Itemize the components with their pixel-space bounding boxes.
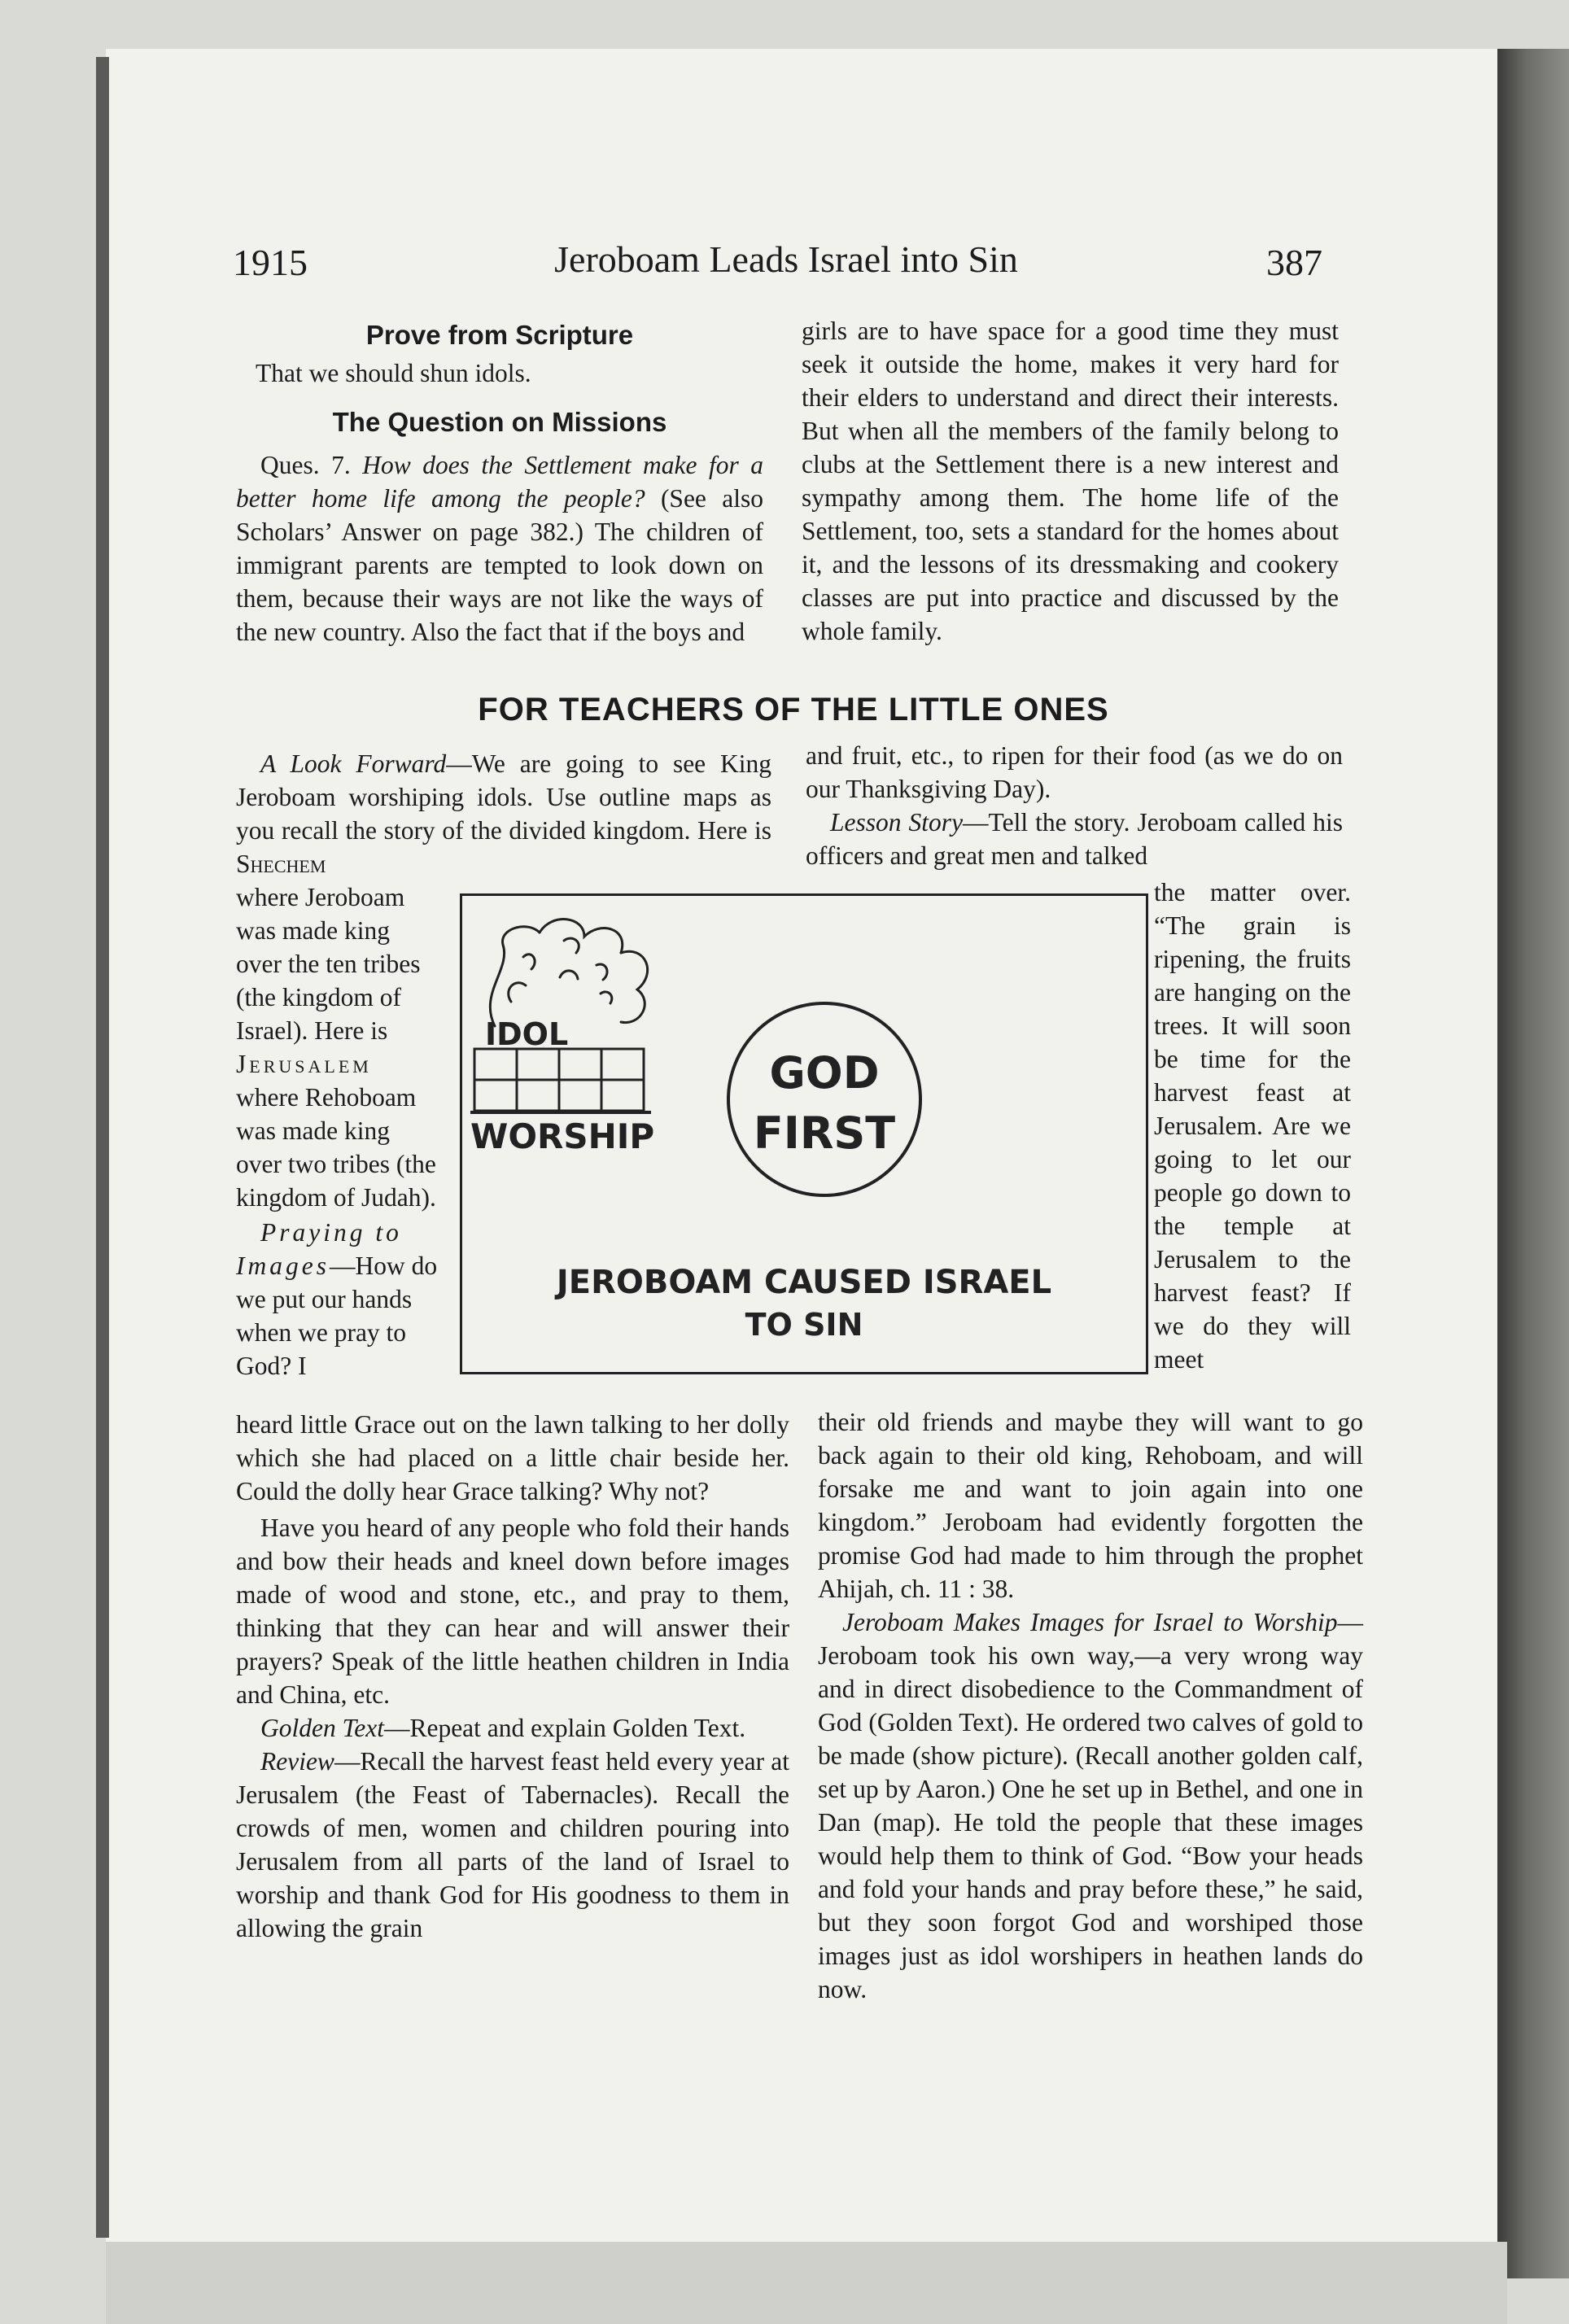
prove-heading: Prove from Scripture — [365, 320, 634, 350]
wrap-a-text: where Jeroboam was made king over the ten tribes (the kingdom of Israel). Here is — [236, 883, 421, 1045]
review-label: Review — [260, 1747, 334, 1776]
page-left-edge — [96, 57, 109, 2238]
missions-heading: The Question on Missions — [332, 407, 667, 437]
fruit-text: and fruit, etc., to ripen for their food (as we do on our Thanksgiving Day). — [806, 741, 1343, 803]
idol-altar-icon — [470, 1049, 651, 1112]
look-forward-intro — [236, 747, 771, 880]
missions-paragraph — [236, 448, 763, 649]
jerusalem-word: Jerusalem — [236, 1050, 372, 1078]
lesson-story-paragraph — [806, 806, 1343, 872]
look-forward-text: —We are going to see King Jeroboam worshiping idols. Use outline maps as you recall the story of the divided kingdom. Here is — [236, 749, 771, 845]
caption-line-1: JEROBOAM CAUSED ISRAEL — [556, 1264, 1052, 1301]
question-italic: How does the Settlement make for a better home life among the people? — [236, 451, 763, 513]
praying-text: —How do we put our hands when we pray to God? I — [236, 1252, 438, 1380]
look-forward-paragraph — [236, 747, 771, 880]
left-wrap-column — [236, 880, 439, 1383]
golden-text-body: —Repeat and explain Golden Text. — [383, 1714, 746, 1742]
prove-text: That we should shun idols. — [256, 359, 531, 387]
right-column-intro — [806, 739, 1343, 872]
idol-label: IDOL — [485, 1016, 569, 1052]
images-paragraph — [818, 1605, 1363, 2006]
heathen-paragraph: Have you heard of any people who fold their hands and bow their heads and kneel down before images made of wood and stone, etc., and pray to them, thinking that they can hear and will answer their prayers? Speak of the little heathen children in India and China, etc. — [236, 1514, 789, 1709]
left-column-top — [236, 314, 763, 649]
page-title: Jeroboam Leads Israel into Sin — [554, 238, 1018, 280]
images-label: Jeroboam Makes Images for Israel to Worship — [842, 1608, 1338, 1636]
right-wrap-text: the matter over. “The grain is ripening, the fruits are hanging on the trees. It will soon be time for the harvest feast at Jerusalem. Are we going to let our people go down to the temple at Jerusalem to the harvest feast? If we do they will meet — [1154, 878, 1351, 1374]
right-wrap-column — [1154, 876, 1351, 1376]
god-label: GOD — [769, 1047, 880, 1099]
question-label: Ques. 7. — [260, 451, 351, 479]
page-number: 387 — [1266, 242, 1322, 283]
left-wrap-paragraph — [236, 880, 439, 1214]
book-spine-edge — [1497, 49, 1569, 2278]
blackboard-drawing — [462, 896, 1146, 1372]
smoke-icon — [490, 920, 647, 1026]
praying-paragraph — [236, 1216, 439, 1383]
page-year: 1915 — [233, 242, 308, 283]
golden-text-label: Golden Text — [260, 1714, 384, 1742]
god-first-circle — [728, 1003, 920, 1195]
right-column-bottom — [818, 1405, 1363, 2006]
caption-line-2: TO SIN — [745, 1307, 863, 1343]
section-heading: FOR TEACHERS OF THE LITTLE ONES — [478, 692, 1109, 727]
golden-text-paragraph — [236, 1711, 789, 1745]
settlement-continuation: girls are to have space for a good time they must seek it outside the home, makes it very hard for their elders to understand and direct their interests. But when all the members of the family belong to clubs at the Settlement there is a new interest and sympathy among them. The home life of the Settlement, too, sets a standard for the homes about it, and the lessons of its dressmaking and cookery classes are put into practice and discussed by the whole family. — [802, 317, 1339, 645]
look-forward-label: A Look Forward — [260, 749, 447, 778]
left-column-bottom — [236, 1408, 789, 1945]
right-column-top — [802, 314, 1339, 648]
praying-continuation: heard little Grace out on the lawn talking to her dolly which she had placed on a little chair beside her. Could the dolly hear Grace talking? Why not? — [236, 1410, 789, 1505]
shechem-word: Shechem — [236, 850, 326, 878]
story-continuation: their old friends and maybe they will want to go back again to their old king, Rehoboam, and will forsake me and want to join again into one kingdom.” Jeroboam had evidently forgotten the promise God had made to him through the prophet Ahijah, ch. 11 : 38. — [818, 1408, 1363, 1603]
worship-label: WORSHIP — [470, 1116, 655, 1156]
question-text: (See also Scholars’ Answer on page 382.) The children of immigrant parents are tempted to look down on them, because their ways are not like the ways of the new country. Also the fact that if the boys and — [236, 484, 763, 646]
first-label: FIRST — [753, 1107, 896, 1159]
lesson-story-text: —Tell the story. Jeroboam called his officers and great men and talked — [806, 808, 1343, 870]
praying-label: Praying to Images — [236, 1218, 402, 1280]
images-text: —Jeroboam took his own way,—a very wrong way and in direct disobedience to the Commandment of God (Golden Text). He ordered two calves of gold to be made (show picture). (Recall another golden calf, set up by Aaron.) One he set up in Bethel, and one in Dan (map). He told the people that these images would help them to think of God. “Bow your heads and fold your hands and pray before these,” he said, but they soon forgot God and worshiped those images just as idol worshipers in heathen lands do now. — [818, 1608, 1363, 2003]
review-paragraph — [236, 1745, 789, 1945]
review-text: —Recall the harvest feast held every year at Jerusalem (the Feast of Tabernacles). Recall the crowds of men, women and children pouring into Jerusalem from all parts of the land of Israel to worship and thank God for His goodness to them in allowing the grain — [236, 1747, 789, 1942]
lesson-story-label: Lesson Story — [830, 808, 964, 837]
wrap-b-text: where Rehoboam was made king over two tribes (the kingdom of Judah). — [236, 1083, 436, 1212]
blackboard-figure — [460, 893, 1148, 1374]
page-bottom-shadow — [106, 2242, 1507, 2324]
